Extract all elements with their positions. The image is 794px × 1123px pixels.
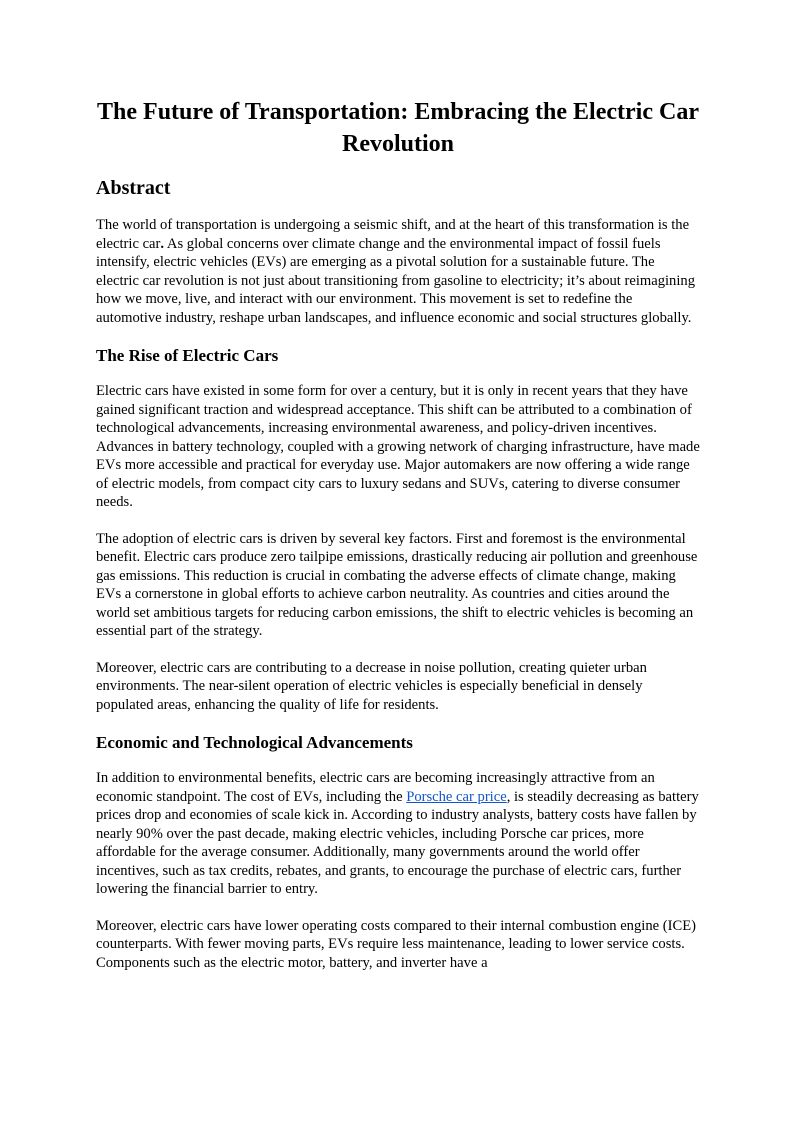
abstract-text-start: The world of transportation is undergoing a seismic shift, and at the heart of this transformation is the electric car: [96, 217, 690, 252]
rise-heading: The Rise of Electric Cars: [96, 346, 279, 365]
economic-paragraph-2: Moreover, electric cars have lower operating costs compared to their internal combustion engine (ICE) counterparts. With fewer moving parts, EVs require less maintenance, leading to lower service costs. Components such as the electric motor, battery, and inverter have a: [96, 917, 696, 971]
abstract-heading: Abstract: [96, 177, 171, 199]
economic-text-start: In addition to environmental benefits, electric cars are becoming increasingly attractive from an economic standpoint. The cost of EVs, including the: [96, 770, 655, 805]
economic-heading: Economic and Technological Advancements: [96, 733, 413, 752]
abstract-paragraph: [96, 216, 700, 327]
rise-paragraph-1: Electric cars have existed in some form for over a century, but it is only in recent years that they have gained significant traction and widespread acceptance. This shift can be attributed to a combination of technological advancements, increasing environmental awareness, and policy-driven incentives. Advances in battery technology, coupled with a growing network of charging infrastructure, have made EVs more accessible and practical for everyday use. Major automakers are now offering a wide range of electric models, from compact city cars to luxury sedans and SUVs, catering to diverse consumer needs.: [96, 383, 700, 510]
rise-paragraph-3: Moreover, electric cars are contributing to a decrease in noise pollution, creating quieter urban environments. The near-silent operation of electric vehicles is especially beneficial in densely populated areas, enhancing the quality of life for residents.: [96, 659, 647, 713]
document-page: [96, 96, 700, 990]
economic-text-end: , is steadily decreasing as battery prices drop and economies of scale kick in. According to industry analysts, battery costs have fallen by nearly 90% over the past decade, making electric vehicles, including Porsche car prices, more affordable for the average consumer. Additionally, many governments around the world offer incentives, such as tax credits, rebates, and grants, to encourage the purchase of electric cars, further lowering the financial barrier to entry.: [96, 788, 699, 897]
abstract-text-end: As global concerns over climate change and the environmental impact of fossil fuels intensify, electric vehicles (EVs) are emerging as a pivotal solution for a sustainable future. The electric car revolution is not just about transitioning from gasoline to electricity; it’s about reimagining how we move, live, and interact with our environment. This movement is set to redefine the automotive industry, reshape urban landscapes, and influence economic and social structures globally.: [96, 235, 696, 326]
document-title: The Future of Transportation: Embracing the Electric Car Revolution: [97, 99, 699, 157]
porsche-price-link[interactable]: Porsche car price: [406, 788, 507, 805]
abstract-bold-period: .: [160, 235, 165, 252]
economic-paragraph-1: [96, 769, 700, 899]
rise-paragraph-2: The adoption of electric cars is driven by several key factors. First and foremost is the environmental benefit. Electric cars produce zero tailpipe emissions, drastically reducing air pollution and greenhouse gas emissions. This reduction is crucial in combating the adverse effects of climate change, making EVs a cornerstone in global efforts to achieve carbon neutrality. As countries and cities around the world set ambitious targets for reducing carbon emissions, the shift to electric vehicles is becoming an essential part of the strategy.: [96, 530, 698, 639]
